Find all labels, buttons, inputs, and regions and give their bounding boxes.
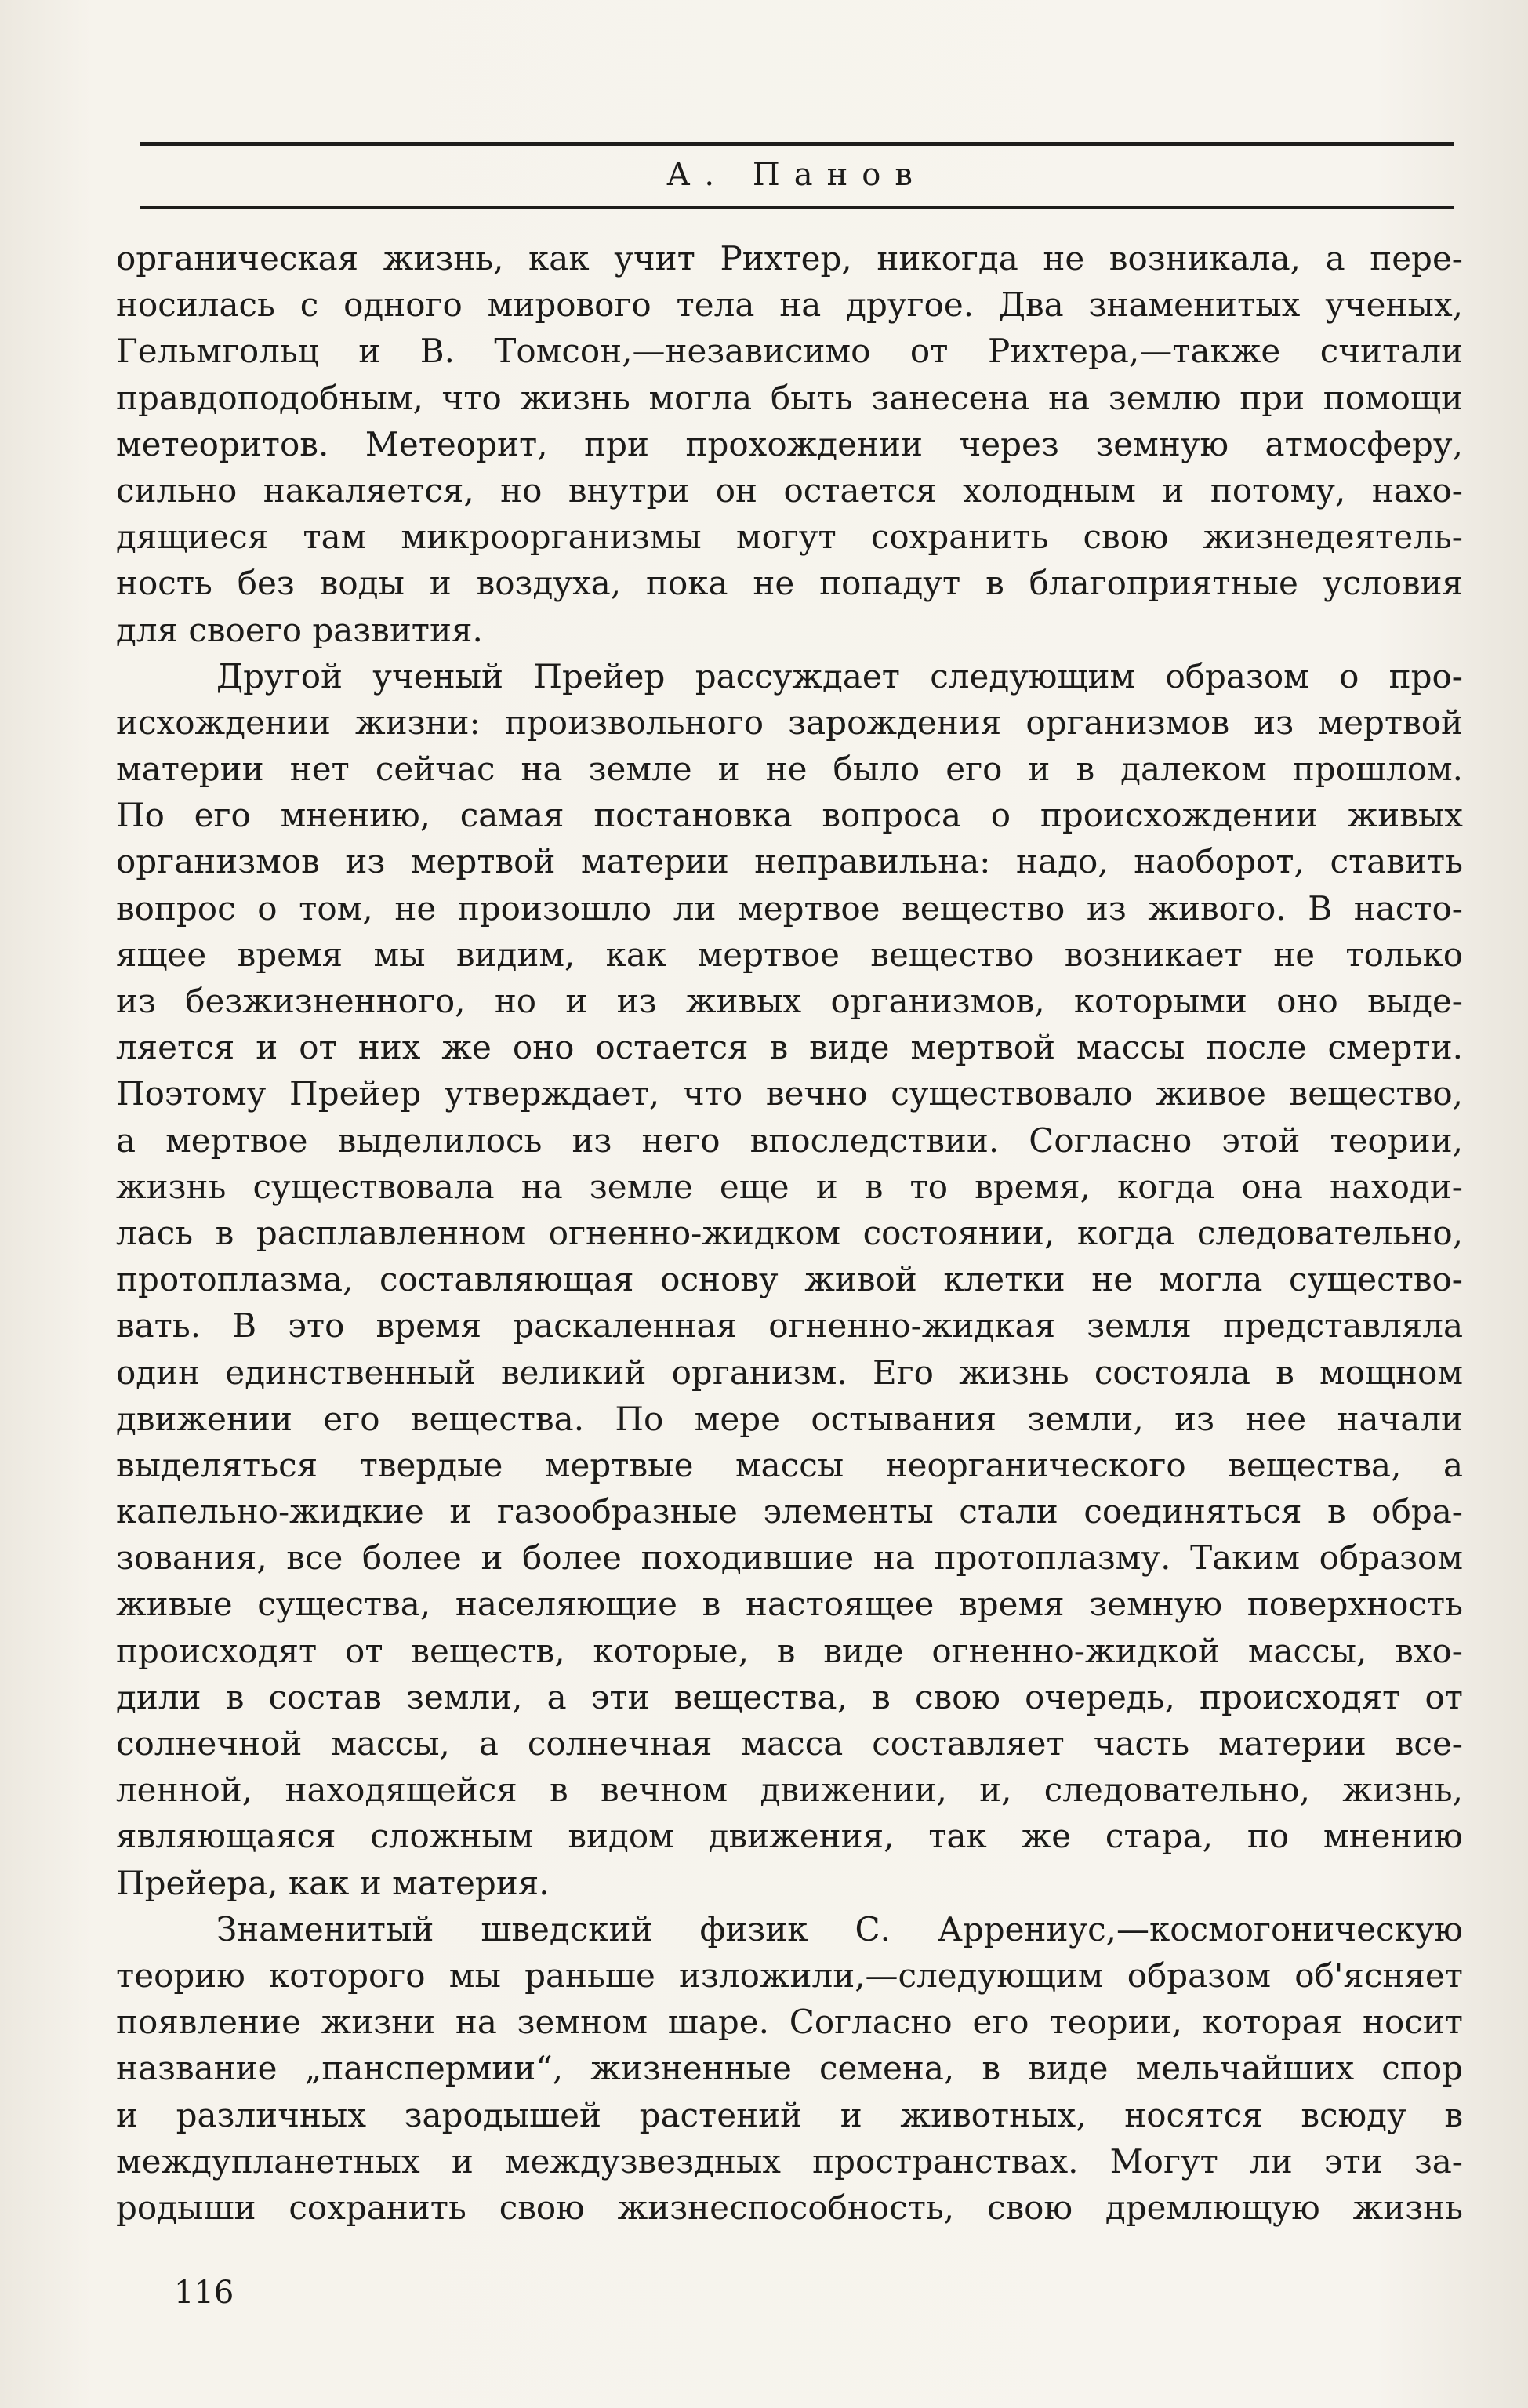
text-line: ящее время мы видим, как мертвое вещество возникает не только	[116, 935, 1463, 974]
text-line: происходят от веществ, которые, в виде огненно-жидкой массы, вхо-	[116, 1631, 1463, 1670]
text-line: Знаменитый шведский физик С. Аррениус,—космогоническую	[216, 1909, 1463, 1949]
text-line: Другой ученый Прейер рассуждает следующим образом о про-	[216, 656, 1463, 696]
running-head: А. Панов	[666, 157, 927, 193]
text-line: Поэтому Прейер утверждает, что вечно существовало живое вещество,	[116, 1074, 1463, 1113]
text-line: Прейера, как и материя.	[116, 1863, 550, 1902]
text-line: выделяться твердые мертвые массы неорганического вещества, а	[116, 1445, 1463, 1484]
text-line: вать. В это время раскаленная огненно-жидкая земля представляла	[116, 1306, 1463, 1346]
text-line: зования, все более и более походившие на протоплазму. Таким образом	[116, 1538, 1463, 1578]
text-line: движении его вещества. По мере остывания земли, из нее начали	[116, 1399, 1463, 1438]
text-line: лась в расплавленном огненно-жидком состоянии, когда следовательно,	[116, 1213, 1463, 1252]
text-line: органическая жизнь, как учит Рихтер, никогда не возникала, а пере-	[116, 239, 1463, 278]
text-line: теорию которого мы раньше изложили,—следующим образом об'ясняет	[116, 1956, 1463, 1995]
text-line: из безжизненного, но и из живых организмов, которыми оно выде-	[116, 982, 1463, 1020]
text-line: исхождении жизни: произвольного зарождения организмов из мертвой	[116, 703, 1463, 742]
text-line: протоплазма, составляющая основу живой клетки не могла существо-	[116, 1260, 1463, 1299]
text-line: капельно-жидкие и газообразные элементы стали соединяться в обра-	[116, 1492, 1463, 1531]
text-line: появление жизни на земном шаре. Согласно его теории, которая носит	[116, 2003, 1463, 2042]
text-line: ленной, находящейся в вечном движении, и, следовательно, жизнь,	[116, 1771, 1463, 1810]
text-line: солнечной массы, а солнечная масса составляет часть материи все-	[116, 1724, 1463, 1763]
text-line: междупланетных и междузвездных пространствах. Могут ли эти за-	[116, 2141, 1463, 2181]
text-line: для своего развития.	[116, 610, 483, 649]
text-line: Гельмгольц и В. Томсон,—независимо от Рихтера,—также считали	[116, 332, 1463, 371]
text-line: название „панспермии“, жизненные семена, в виде мельчайших спор	[116, 2049, 1463, 2088]
text-line: организмов из мертвой материи неправильна: надо, наоборот, ставить	[116, 842, 1463, 881]
text-line: дили в состав земли, а эти вещества, в свою очередь, происходят от	[116, 1677, 1463, 1716]
text-line: являющаяся сложным видом движения, так же стара, по мнению	[116, 1817, 1463, 1856]
text-line: живые существа, населяющие в настоящее время земную поверхность	[116, 1585, 1463, 1624]
text-line: один единственный великий организм. Его жизнь состояла в мощном	[116, 1353, 1463, 1392]
text-line: сильно накаляется, но внутри он остается холодным и потому, нахо-	[116, 470, 1463, 510]
text-line: родыши сохранить свою жизнеспособность, свою дремлющую жизнь	[116, 2188, 1463, 2227]
text-line: материи нет сейчас на земле и не было его и в далеком прошлом.	[116, 750, 1463, 789]
text-line: ность без воды и воздуха, пока не попадут в благоприятные условия	[116, 564, 1463, 603]
text-line: носилась с одного мирового тела на другое. Два знаменитых ученых,	[116, 285, 1463, 325]
body-text	[116, 235, 1463, 2231]
text-line: вопрос о том, не произошло ли мертвое вещество из живого. В насто-	[116, 888, 1463, 928]
header-rule-bottom	[140, 206, 1454, 209]
text-line: метеоритов. Метеорит, при прохождении через земную атмосферу,	[116, 424, 1463, 463]
text-line: и различных зародышей растений и животных, носятся всюду в	[116, 2095, 1463, 2134]
header-rule-top	[140, 142, 1454, 146]
text-line: дящиеся там микроорганизмы могут сохранить свою жизнедеятель-	[116, 518, 1463, 557]
text-line: ляется и от них же оно остается в виде мертвой массы после смерти.	[116, 1028, 1463, 1067]
text-line: жизнь существовала на земле еще и в то время, когда она находи-	[116, 1167, 1463, 1206]
text-line: По его мнению, самая постановка вопроса о происхождении живых	[116, 796, 1463, 835]
page-number: 116	[174, 2275, 234, 2311]
text-line: а мертвое выделилось из него впоследствии. Согласно этой теории,	[116, 1120, 1463, 1160]
text-line: правдоподобным, что жизнь могла быть занесена на землю при помощи	[116, 378, 1463, 417]
